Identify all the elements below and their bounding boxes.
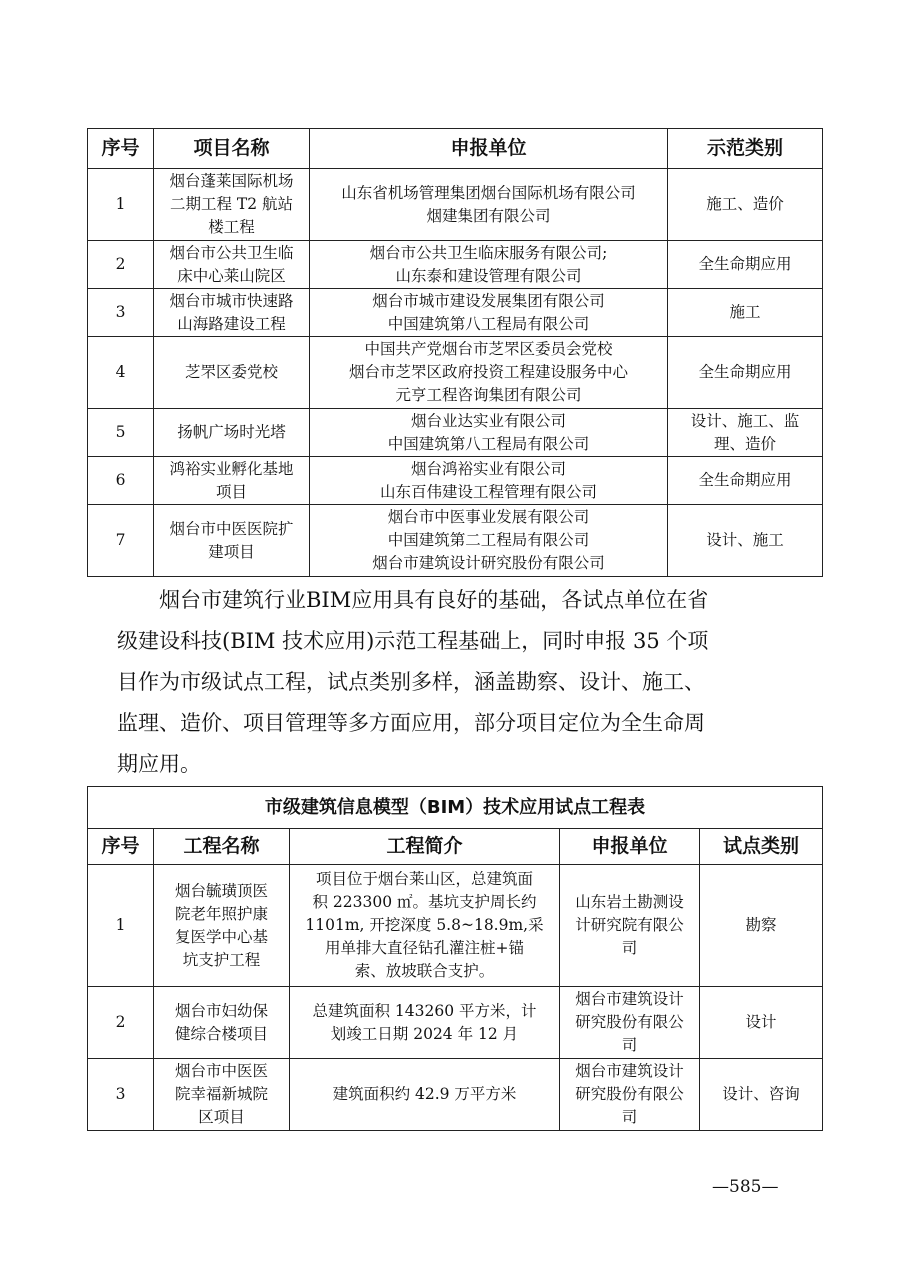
project-name-cell (154, 337, 310, 409)
category-cell (668, 457, 823, 505)
project-name-cell-line: 项目 (215, 482, 247, 501)
project-summary-cell (290, 865, 560, 987)
project-name-cell (154, 865, 290, 987)
table-row (88, 169, 823, 241)
applicant-cell (560, 865, 700, 987)
category-cell-line: 设计、施工、监 (690, 411, 800, 430)
project-summary-cell-line: 用单排大直径钻孔灌注桩+锚 (325, 939, 524, 957)
row-number: 4 (88, 337, 154, 409)
project-name-cell (154, 169, 310, 241)
project-name-cell-line: 楼工程 (208, 218, 255, 236)
project-summary-cell-line: 总建筑面积 143260 平方米，计 (312, 1001, 537, 1020)
row-number: 6 (88, 457, 154, 505)
header-no: 序号 (88, 129, 154, 169)
pilot-category-cell (700, 1059, 823, 1131)
applicant-cell (310, 505, 668, 577)
project-name-cell-line: 建项目 (208, 542, 255, 561)
category-cell (668, 289, 823, 337)
header-project-summary: 工程简介 (290, 829, 560, 865)
project-name-cell (154, 241, 310, 289)
pilot-projects-table (87, 786, 823, 1131)
project-name-cell-line: 床中心莱山院区 (177, 266, 286, 285)
project-summary-cell (290, 1059, 560, 1131)
project-name-cell (154, 987, 290, 1059)
applicant-cell (560, 1059, 700, 1131)
project-summary-cell-line: 1101m, 开挖深度 5.8~18.9m,采 (305, 916, 544, 934)
applicant-cell-line: 研究股份有限公 (575, 1013, 684, 1031)
category-cell-line: 施工 (729, 303, 761, 321)
category-cell (668, 409, 823, 457)
demonstration-projects-table (87, 128, 823, 577)
project-name-cell-line: 烟台市中医医 (174, 1062, 268, 1080)
project-name-cell (154, 409, 310, 457)
category-cell-line: 设计、施工 (706, 531, 784, 549)
header-applicant: 申报单位 (310, 129, 668, 169)
project-name-cell (154, 457, 310, 505)
paragraph-line: 级建设科技(BIM 技术应用)示范工程基础上，同时申报 35 个项 (117, 629, 709, 653)
row-number: 1 (88, 169, 154, 241)
category-cell-line: 全生命期应用 (698, 255, 792, 273)
project-name-cell-line: 复医学中心基 (174, 927, 268, 946)
applicant-cell-line: 烟台市建筑设计 (575, 1062, 684, 1080)
category-cell-line: 全生命期应用 (698, 363, 792, 381)
table-row (88, 409, 823, 457)
header-project-name: 项目名称 (154, 129, 310, 169)
project-name-cell-line: 鸿裕实业孵化基地 (169, 459, 294, 478)
row-number: 7 (88, 505, 154, 577)
pilot-category-cell-line: 勘察 (745, 916, 777, 934)
table-row (88, 1059, 823, 1131)
category-cell-line: 施工、造价 (706, 195, 784, 213)
applicant-cell-line: 司 (621, 939, 638, 957)
applicant-cell-line: 烟台市建筑设计研究股份有限公司 (372, 554, 605, 572)
project-name-cell-line: 扬帆广场时光塔 (177, 423, 286, 441)
applicant-cell-line: 烟台市城市建设发展集团有限公司 (372, 291, 605, 310)
applicant-cell (310, 169, 668, 241)
category-cell (668, 505, 823, 577)
applicant-cell-line: 司 (621, 1036, 638, 1054)
project-name-cell (154, 1059, 290, 1131)
project-name-cell (154, 289, 310, 337)
category-cell (668, 241, 823, 289)
applicant-cell-line: 中国建筑第八工程局有限公司 (387, 434, 590, 453)
header-pilot-category: 试点类别 (700, 829, 823, 865)
project-name-cell-line: 院老年照护康 (174, 904, 268, 923)
page-number: —585— (712, 1177, 779, 1197)
applicant-cell-line: 司 (621, 1108, 638, 1126)
project-name-cell-line: 烟台市公共卫生临 (169, 243, 294, 262)
table-row (88, 337, 823, 409)
project-name-cell-line: 院幸福新城院 (174, 1085, 268, 1103)
project-name-cell (154, 505, 310, 577)
row-number: 3 (88, 289, 154, 337)
table-row (88, 987, 823, 1059)
applicant-cell (310, 409, 668, 457)
project-summary-cell-line: 项目位于烟台莱山区，总建筑面 (315, 870, 533, 888)
applicant-cell-line: 山东泰和建设管理有限公司 (395, 266, 582, 285)
paragraph-line: 目作为市级试点工程，试点类别多样，涵盖勘察、设计、施工、 (117, 670, 705, 694)
applicant-cell-line: 烟建集团有限公司 (426, 206, 551, 225)
table-row (88, 289, 823, 337)
project-name-cell-line: 区项目 (198, 1108, 245, 1126)
category-cell (668, 337, 823, 409)
applicant-cell-line: 研究股份有限公 (575, 1085, 684, 1103)
applicant-cell (310, 337, 668, 409)
project-summary-cell-line: 建筑面积约 42.9 万平方米 (332, 1085, 517, 1103)
project-name-cell-line: 烟台蓬莱国际机场 (169, 172, 294, 190)
table-title-row (88, 787, 823, 829)
project-name-cell-line: 健综合楼项目 (174, 1024, 268, 1043)
paragraph-line: 监理、造价、项目管理等多方面应用，部分项目定位为全生命周 (117, 711, 705, 735)
applicant-cell-line: 山东岩土勘测设 (575, 893, 684, 911)
applicant-cell-line: 烟台市芝罘区政府投资工程建设服务中心 (348, 363, 628, 381)
applicant-cell (310, 457, 668, 505)
project-name-cell-line: 山海路建设工程 (177, 314, 286, 333)
project-summary-cell-line: 积 223300 ㎡。基坑支护周长约 (312, 893, 537, 911)
applicant-cell (310, 289, 668, 337)
category-cell (668, 169, 823, 241)
project-name-cell-line: 芝罘区委党校 (184, 363, 278, 381)
pilot-category-cell-line: 设计 (745, 1013, 777, 1031)
applicant-cell-line: 烟台市建筑设计 (575, 990, 684, 1008)
row-number: 5 (88, 409, 154, 457)
applicant-cell-line: 中国建筑第八工程局有限公司 (387, 314, 590, 333)
row-number: 1 (88, 865, 154, 987)
applicant-cell (310, 241, 668, 289)
header-no: 序号 (88, 829, 154, 865)
category-cell-line: 全生命期应用 (698, 471, 792, 489)
project-name-cell-line: 烟台市妇幼保 (174, 1001, 268, 1020)
pilot-category-cell-line: 设计、咨询 (722, 1085, 800, 1103)
project-summary-cell-line: 划竣工日期 2024 年 12 月 (330, 1024, 519, 1043)
project-summary-cell (290, 987, 560, 1059)
table-title: 市级建筑信息模型（BIM）技术应用试点工程表 (88, 787, 823, 829)
applicant-cell-line: 烟台市公共卫生临床服务有限公司; (369, 243, 608, 262)
project-name-cell-line: 烟台市城市快速路 (169, 291, 294, 310)
applicant-cell-line: 中国建筑第二工程局有限公司 (387, 531, 590, 549)
applicant-cell-line: 山东省机场管理集团烟台国际机场有限公司 (341, 183, 636, 202)
header-applicant: 申报单位 (560, 829, 700, 865)
project-summary-cell-line: 索、放坡联合支护。 (354, 962, 495, 980)
applicant-cell-line: 烟台业达实业有限公司 (410, 411, 566, 430)
header-category: 示范类别 (668, 129, 823, 169)
project-name-cell-line: 坑支护工程 (182, 950, 261, 969)
project-name-cell-line: 二期工程 T2 航站 (169, 195, 294, 213)
project-name-cell-line: 烟台毓璜顶医 (174, 881, 268, 900)
project-name-cell-line: 烟台市中医医院扩 (169, 519, 294, 538)
body-paragraph (117, 580, 797, 785)
paragraph-line: 期应用。 (117, 752, 201, 776)
applicant-cell (560, 987, 700, 1059)
pilot-category-cell (700, 865, 823, 987)
category-cell-line: 理、造价 (713, 434, 776, 453)
paragraph-line: 烟台市建筑行业BIM应用具有良好的基础，各试点单位在省 (159, 588, 709, 612)
table-row (88, 241, 823, 289)
table-row (88, 457, 823, 505)
row-number: 2 (88, 987, 154, 1059)
header-project-name: 工程名称 (154, 829, 290, 865)
applicant-cell-line: 山东百伟建设工程管理有限公司 (379, 482, 597, 501)
table-row (88, 865, 823, 987)
table-header-row (88, 829, 823, 865)
applicant-cell-line: 烟台市中医事业发展有限公司 (387, 508, 590, 526)
table-row (88, 505, 823, 577)
applicant-cell-line: 计研究院有限公 (575, 916, 684, 934)
applicant-cell-line: 烟台鸿裕实业有限公司 (410, 459, 566, 478)
applicant-cell-line: 元亨工程咨询集团有限公司 (395, 386, 582, 404)
row-number: 2 (88, 241, 154, 289)
table-header-row (88, 129, 823, 169)
row-number: 3 (88, 1059, 154, 1131)
applicant-cell-line: 中国共产党烟台市芝罘区委员会党校 (364, 340, 613, 358)
pilot-category-cell (700, 987, 823, 1059)
